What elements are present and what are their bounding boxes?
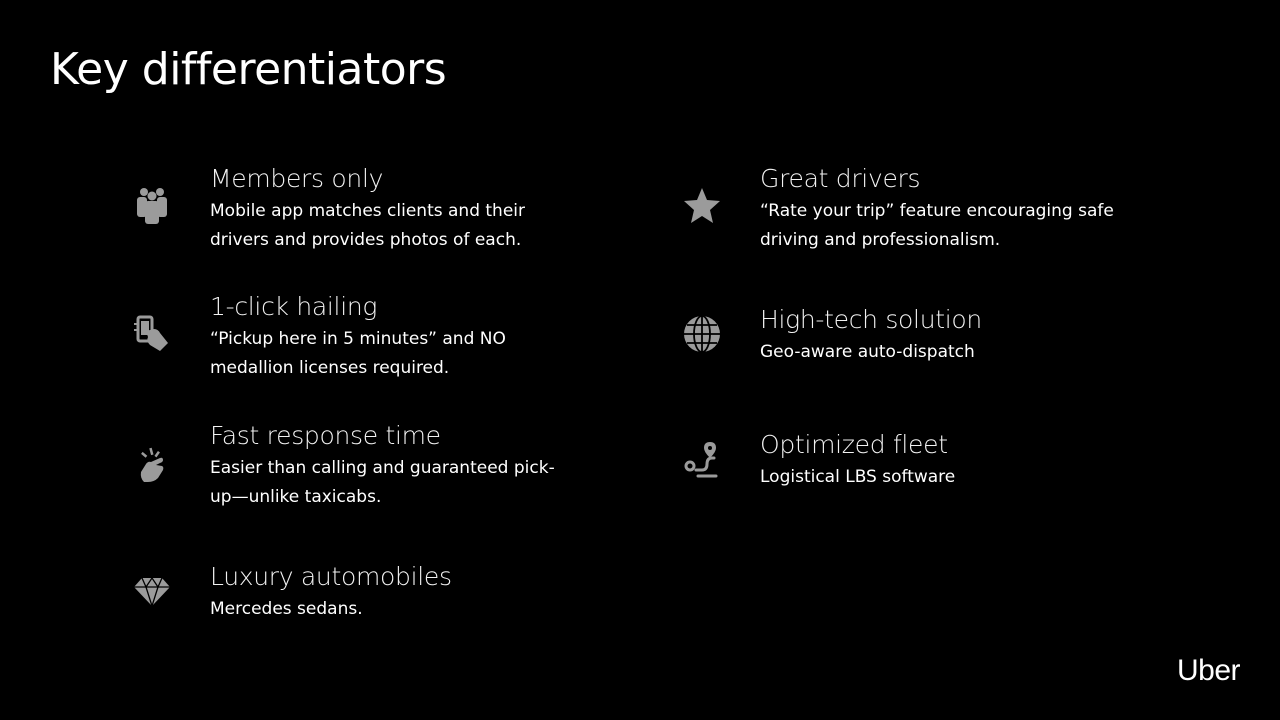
diamond-icon xyxy=(132,570,172,610)
heading-fast-response: Fast response time xyxy=(210,421,441,450)
desc-great-drivers: “Rate your trip” feature encouraging safe driving and professionalism. xyxy=(760,201,1114,250)
slide-title: Key differentiators xyxy=(50,44,447,95)
people-group-icon xyxy=(132,186,172,226)
uber-logo: Uber xyxy=(1176,654,1240,687)
desc-optimized-fleet: Logistical LBS software xyxy=(760,467,956,487)
route-icon xyxy=(682,440,722,480)
star-icon xyxy=(682,186,722,226)
heading-high-tech: High-tech solution xyxy=(760,305,982,334)
globe-icon xyxy=(682,314,722,354)
desc-members-only: Mobile app matches clients and their drivers and provides photos of each. xyxy=(210,201,526,250)
desc-one-click-hailing: “Pickup here in 5 minutes” and NO medallion licenses required. xyxy=(210,329,506,378)
desc-luxury-automobiles: Mercedes sedans. xyxy=(210,599,363,619)
heading-one-click-hailing: 1-click hailing xyxy=(210,292,378,321)
heading-optimized-fleet: Optimized fleet xyxy=(760,430,948,459)
heading-great-drivers: Great drivers xyxy=(760,164,921,193)
desc-fast-response: Easier than calling and guaranteed pick-up—unlike taxicabs. xyxy=(210,458,555,507)
phone-tap-icon xyxy=(132,313,172,353)
finger-snap-icon xyxy=(132,444,172,484)
desc-high-tech: Geo-aware auto-dispatch xyxy=(760,342,975,362)
heading-luxury-automobiles: Luxury automobiles xyxy=(210,562,452,591)
heading-members-only: Members only xyxy=(210,164,384,193)
